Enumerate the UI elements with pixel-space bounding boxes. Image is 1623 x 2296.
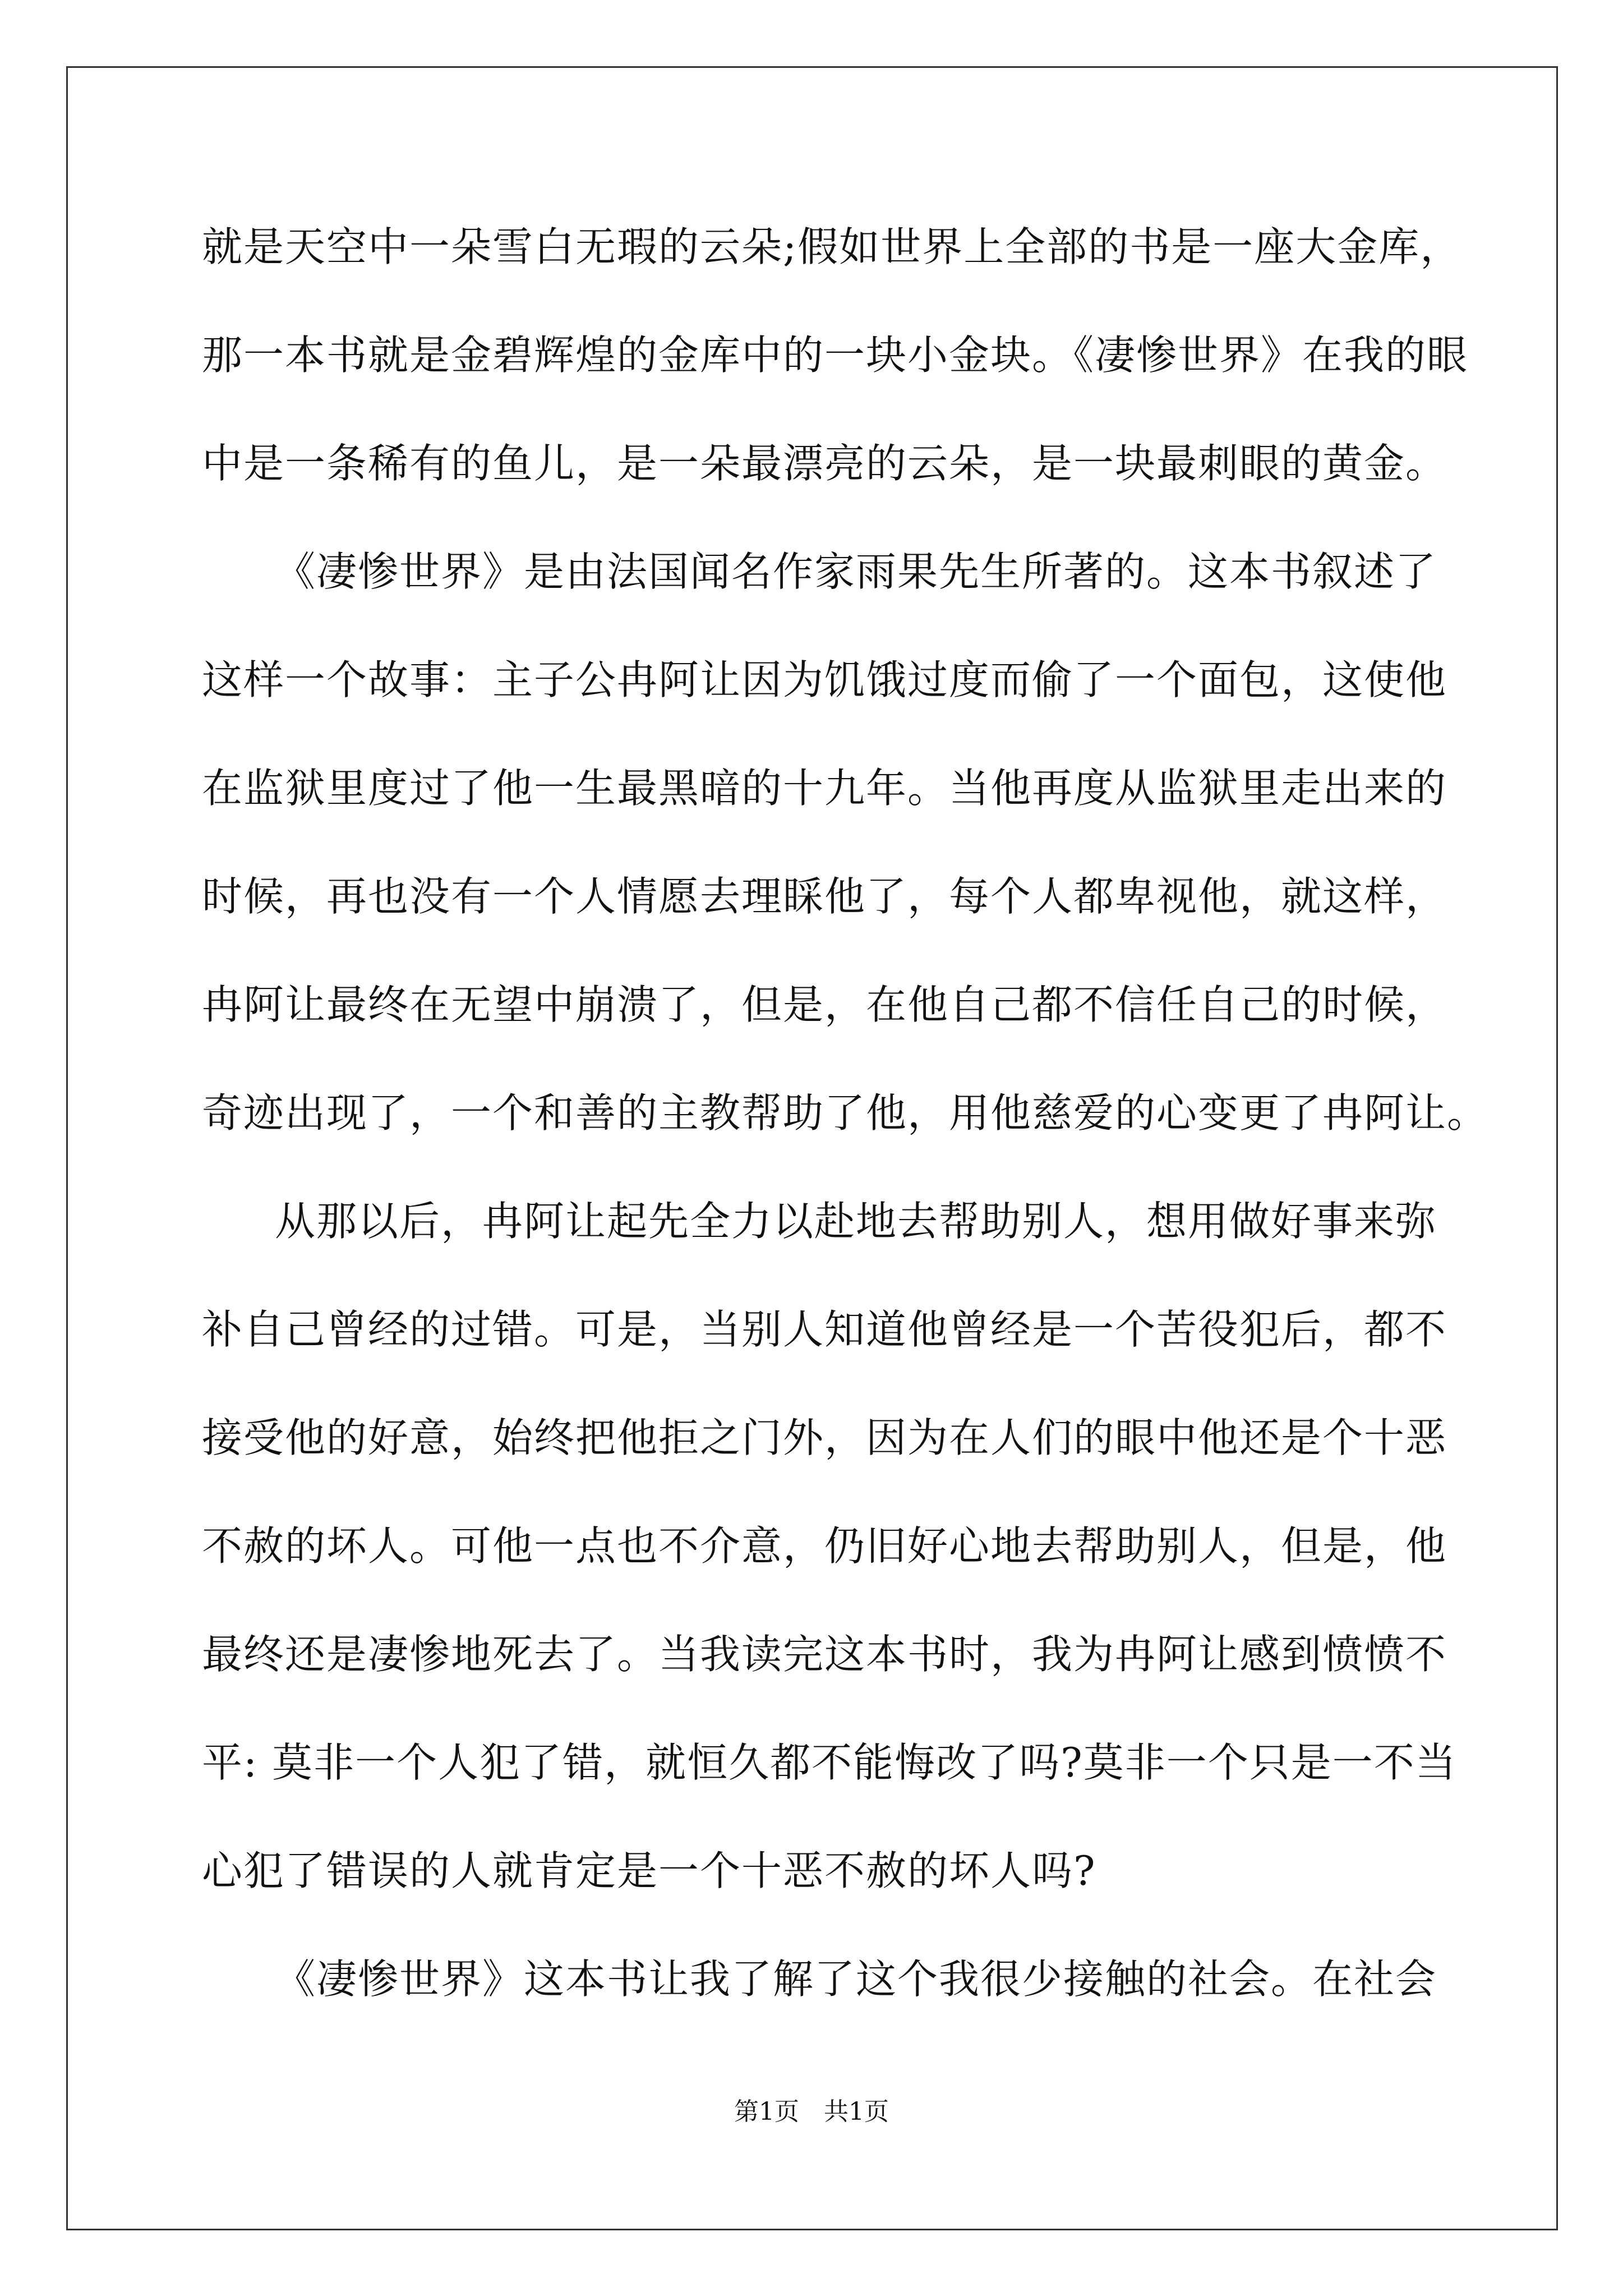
text-line: 那一本书就是金碧辉煌的金库中的一块小金块。《凄惨世界》在我的眼 [202,332,1469,379]
text-line: 不赦的坏人。可他一点也不介意，仍旧好心地去帮助别人，但是，他 [202,1522,1447,1570]
page-border [66,66,1558,2230]
page-number-footer: 第1页 共1页 [734,2097,889,2126]
text-line: 这样一个故事：主子公冉阿让因为饥饿过度而偷了一个面包，这使他 [202,656,1447,703]
text-line: 奇迹出现了，一个和善的主教帮助了他，用他慈爱的心变更了冉阿让。 [202,1089,1489,1137]
text-line: 最终还是凄惨地死去了。当我读完这本书时，我为冉阿让感到愤愤不 [202,1631,1447,1678]
text-line: 心犯了错误的人就肯定是一个十恶不赦的坏人吗? [202,1847,1096,1894]
text-line: 就是天空中一朵雪白无瑕的云朵;假如世界上全部的书是一座大金库， [202,223,1462,270]
text-line: 补自己曾经的过错。可是，当别人知道他曾经是一个苦役犯后，都不 [202,1306,1447,1353]
text-line: 时候，再也没有一个人情愿去理睬他了，每个人都卑视他，就这样， [202,873,1447,920]
paragraph-start-line: 《凄惨世界》是由法国闻名作家雨果先生所著的。这本书叙述了 [275,548,1437,595]
text-line: 接受他的好意，始终把他拒之门外，因为在人们的眼中他还是个十恶 [202,1414,1447,1461]
text-line: 在监狱里度过了他一生最黑暗的十九年。当他再度从监狱里走出来的 [202,765,1447,812]
paragraph-start-line: 《凄惨世界》这本书让我了解了这个我很少接触的社会。在社会 [275,1955,1437,2003]
text-line: 冉阿让最终在无望中崩溃了，但是，在他自己都不信任自己的时候， [202,981,1447,1028]
paragraph-start-line: 从那以后，冉阿让起先全力以赴地去帮助别人，想用做好事来弥 [275,1198,1437,1245]
text-line: 中是一条稀有的鱼儿，是一朵最漂亮的云朵，是一块最刺眼的黄金。 [202,440,1447,487]
text-line: 平: 莫非一个人犯了错，就恒久都不能悔改了吗?莫非一个只是一不当 [202,1739,1457,1786]
